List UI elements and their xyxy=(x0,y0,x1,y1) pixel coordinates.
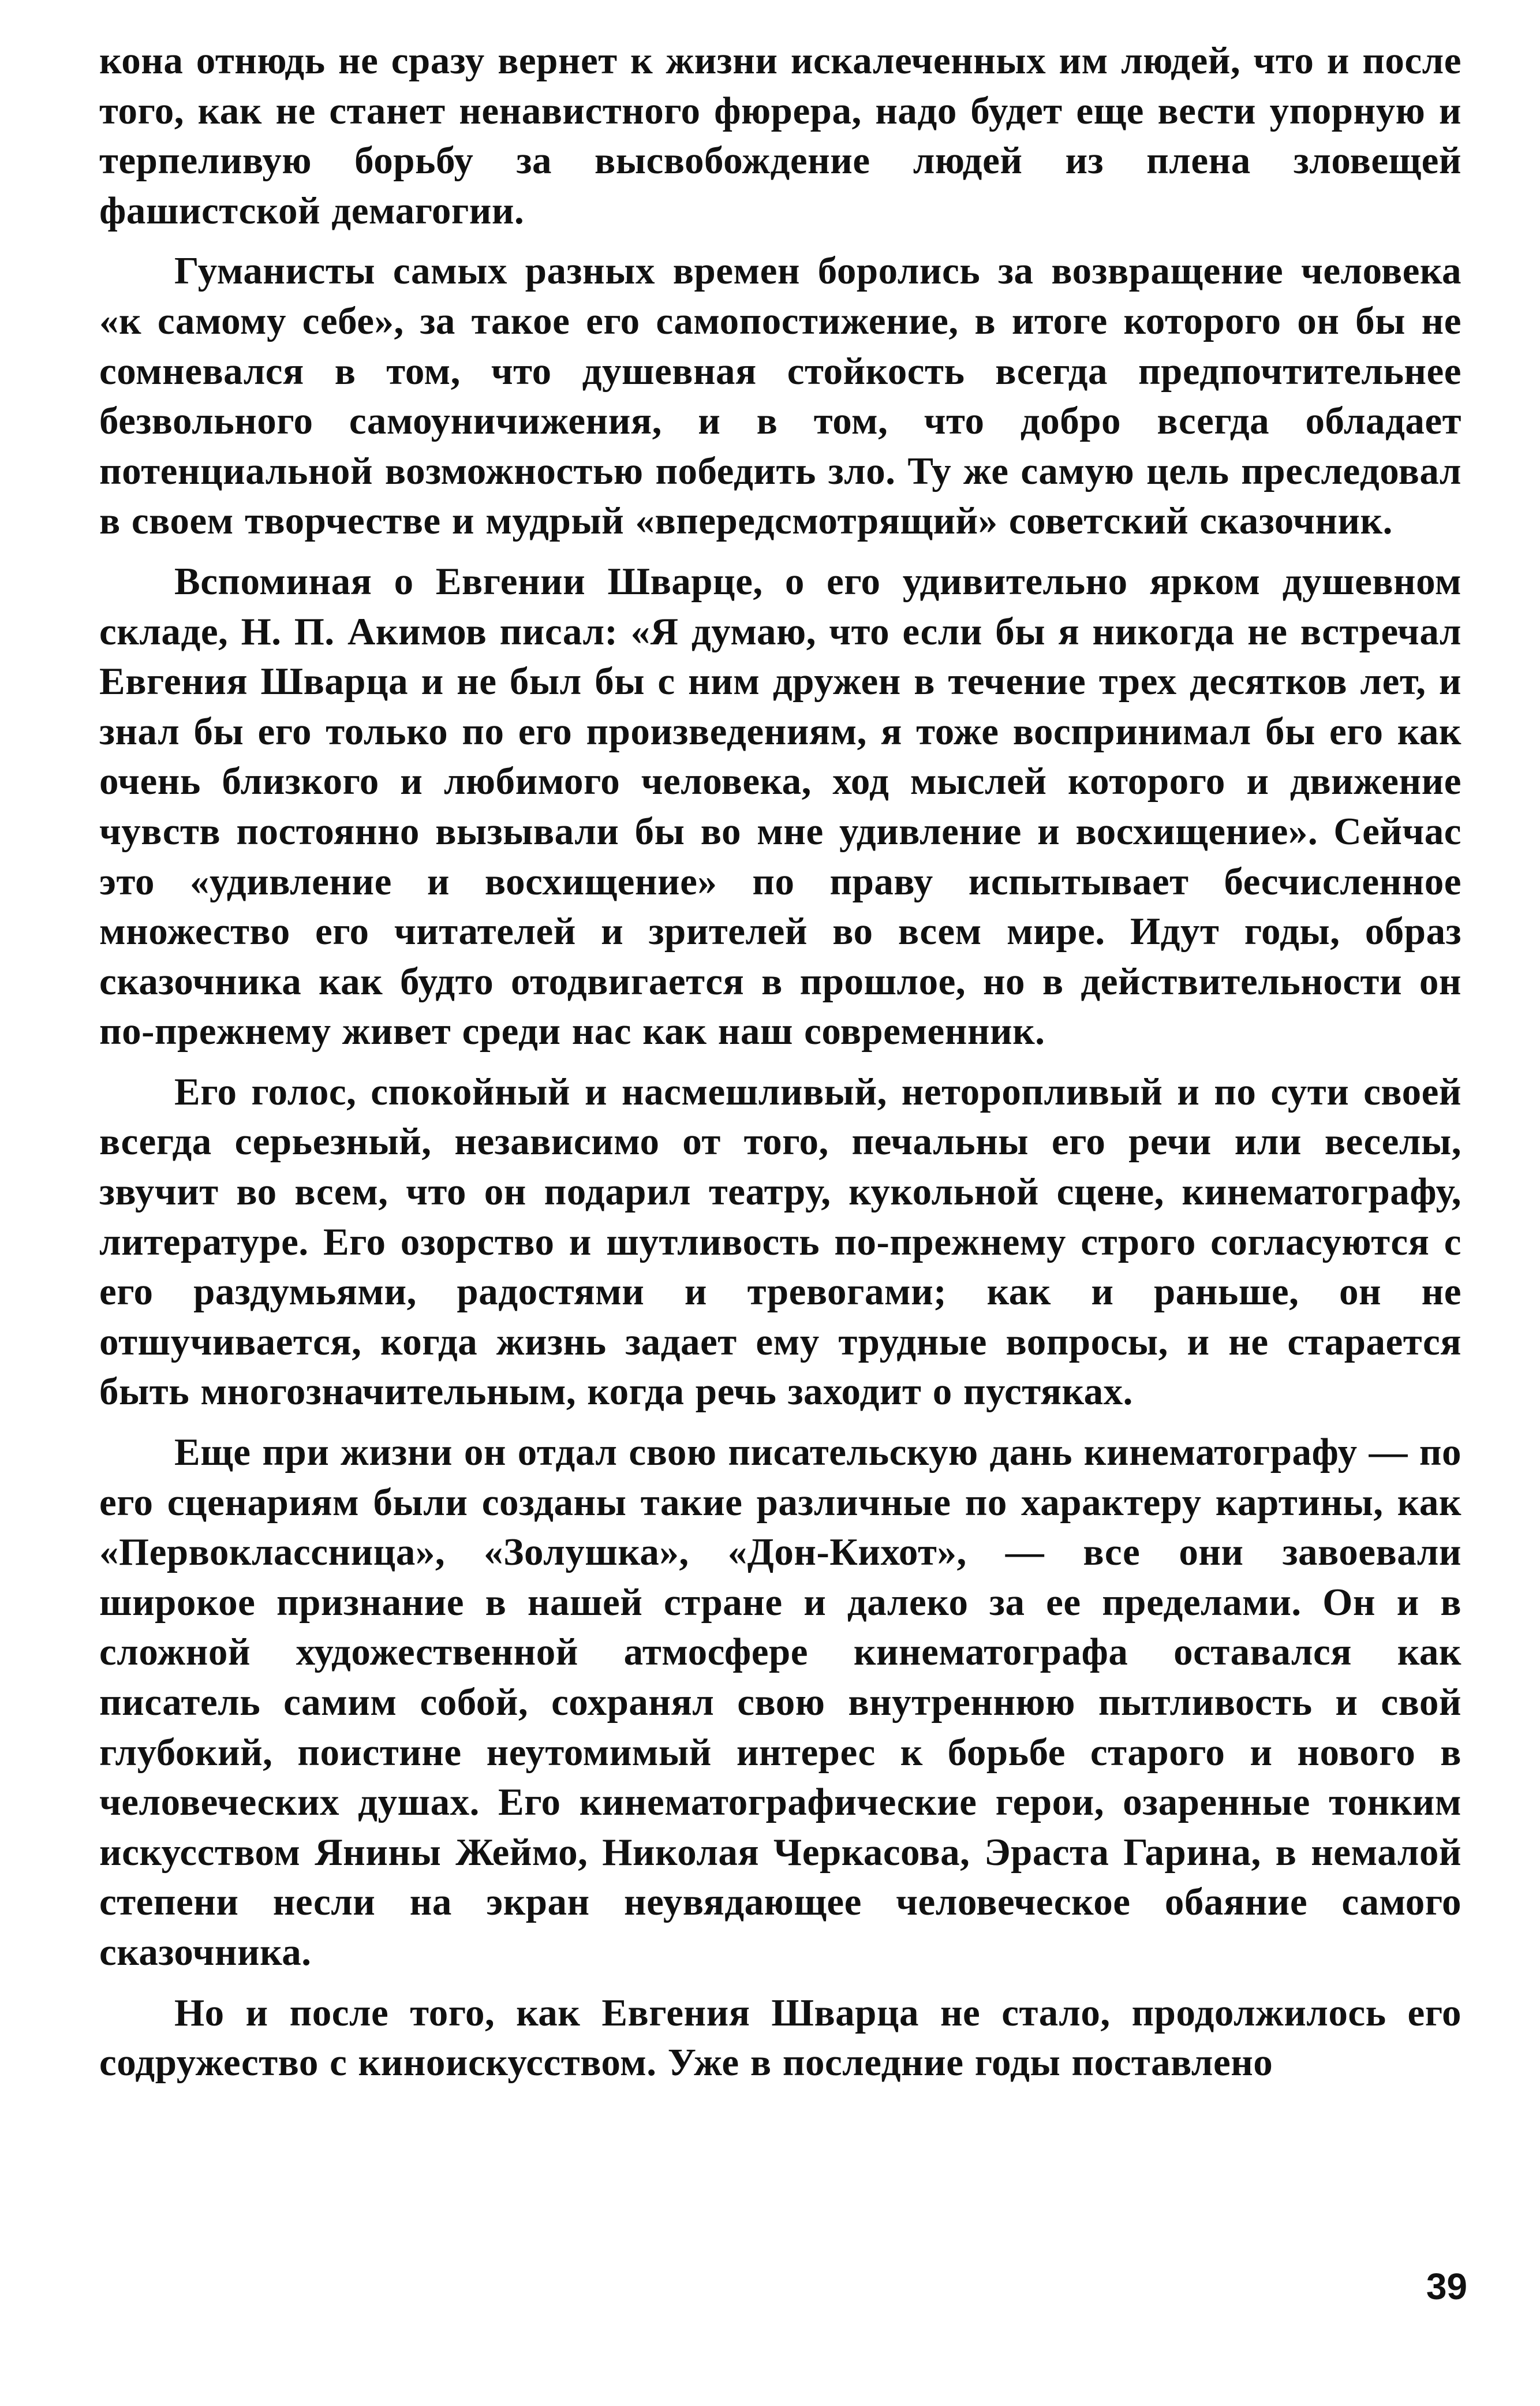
paragraph-humanists: Гуманисты самых разных времен боролись за возвращение человека «к самому себе», за такое его самопостижение, в итоге которого он бы не сомневался в том, что душевная стойкость всегда предпочтительнее безвольного самоуничижения, и в том, что добро всегда обладает потенциальной возможностью победить зло. Ту же самую цель преследовал в своем творчестве и мудрый «впередсмотрящий» советский сказочник. xyxy=(99,249,1461,543)
paragraph-cinema: Еще при жизни он отдал свою писательскую дань кинематографу — по его сценариям были созданы такие различные по характеру картины, как «Первоклассница», «Золушка», «Дон-Кихот», — все они завоевали широкое признание в нашей стране и далеко за ее пределами. Он и в сложной художественной атмосфере кинематографа оставался как писатель самим собой, сохранял свою внутреннюю пытливость и свой глубокий, поистине неутомимый интерес к борьбе старого и нового в человеческих душах. Его кинематографические герои, озаренные тонким искусством Янины Жеймо, Николая Черкасова, Эраста Гарина, в немалой степени несли на экран неувядающее человеческое обаяние самого сказочника. xyxy=(99,1431,1461,1974)
paragraph-continuation: кона отнюдь не сразу вернет к жизни искалеченных им людей, что и после того, как не станет ненавистного фюрера, надо будет еще вести упорную и терпеливую борьбу за высвобождение людей из плена зловещей фашистской демагогии. xyxy=(99,39,1461,232)
paragraph-akimov-quote: Вспоминая о Евгении Шварце, о его удивительно ярком душевном складе, Н. П. Акимов писал: «Я думаю, что если бы я никогда не встречал Евгения Шварца и не был бы с ним дружен в течение трех десятков лет, и знал бы его только по его произведениям, я тоже воспринимал бы его как очень близкого и любимого человека, ход мыслей которого и движение чувств постоянно вызывали бы во мне удивление и восхищение». Сейчас это «удивление и восхищение» по праву испытывает бесчисленное множество его читателей и зрителей во всем мире. Идут годы, образ сказочника как будто отодвигается в прошлое, но в действительности он по-прежнему живет среди нас как наш современник. xyxy=(99,559,1461,1053)
paragraph-voice: Его голос, спокойный и насмешливый, неторопливый и по сути своей всегда серьезный, независимо от того, печальны его речи или веселы, звучит во всем, что он подарил театру, кукольной сцене, кинематографу, литературе. Его озорство и шутливость по-прежнему строго согласуются с его раздумьями, радостями и тревогами; как и раньше, он не отшучивается, когда жизнь задает ему трудные вопросы, и не старается быть многозначительным, когда речь заходит о пустяках. xyxy=(99,1070,1461,1413)
page-number: 39 xyxy=(1426,2266,1467,2307)
body-text xyxy=(99,36,1461,2098)
paragraph-after-death: Но и после того, как Евгения Шварца не стало, продолжилось его содружество с киноискусством. Уже в последние годы поставлено xyxy=(99,1991,1461,2084)
